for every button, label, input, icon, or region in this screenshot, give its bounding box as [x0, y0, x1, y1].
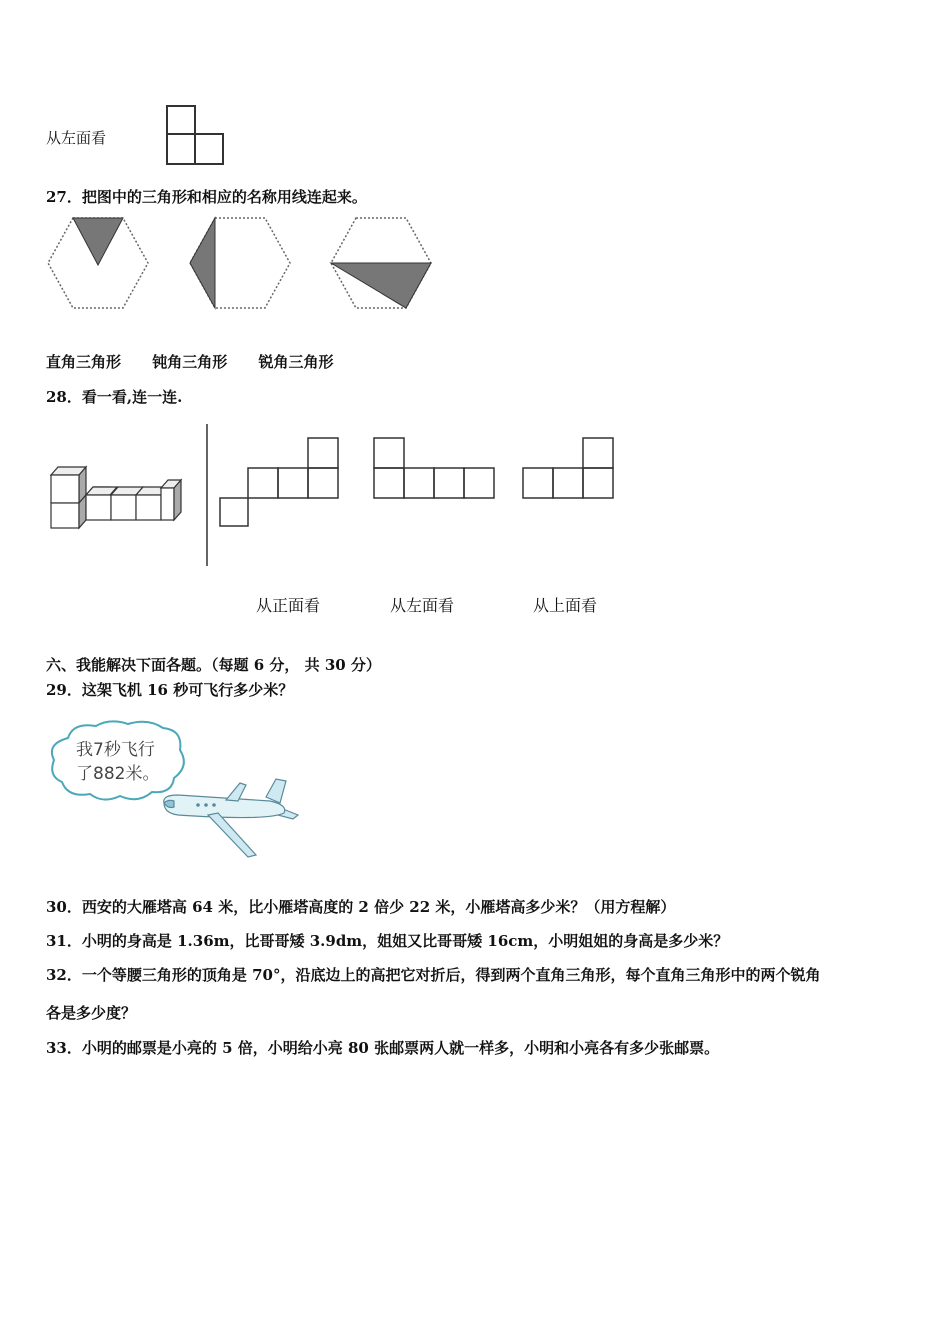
right-triangle-shaded — [331, 263, 431, 308]
label-right-triangle: 直角三角形 — [46, 353, 122, 371]
view-option-2 — [372, 436, 497, 501]
view-label-front: 从正面看 — [256, 596, 321, 615]
label-acute-triangle: 锐角三角形 — [258, 353, 334, 371]
divider-line — [205, 424, 209, 569]
bubble-line-2: 了882米。 — [76, 764, 160, 784]
view-option-1 — [218, 436, 343, 531]
bubble-line-1: 我7秒飞行 — [76, 740, 155, 760]
q29-prompt: 29．这架飞机 16 秒可飞行多少米？ — [46, 681, 294, 699]
view-label-left: 从左面看 — [46, 129, 107, 147]
obtuse-triangle-shaded — [190, 218, 215, 308]
q30-text: 30．西安的大雁塔高 64 米，比小雁塔高度的 2 倍少 22 米，小雁塔高多少米？（用方程解） — [46, 898, 676, 916]
q31-text: 31．小明的身高是 1.36m，比哥哥矮 3.9dm，姐姐又比哥哥矮 16cm，小明姐姐的身高是多少米？ — [46, 932, 729, 950]
left-view-figure — [160, 100, 230, 170]
acute-triangle-shaded — [73, 218, 123, 265]
q32-text-line2: 各是多少度？ — [46, 1004, 137, 1022]
triangle-name-labels — [46, 352, 360, 372]
section-heading: 六、我能解决下面各题。（每题 6 分， 共 30 分） — [46, 656, 381, 674]
label-obtuse-triangle: 钝角三角形 — [152, 353, 228, 371]
airplane-icon — [158, 775, 303, 865]
q28-prompt: 28．看一看,连一连. — [46, 388, 183, 406]
view-label-left-side: 从左面看 — [390, 596, 455, 615]
cube-stack-figure — [46, 460, 191, 535]
q33-text: 33．小明的邮票是小亮的 5 倍，小明给小亮 80 张邮票两人就一样多，小明和小亮各有多少张邮票。 — [46, 1039, 720, 1057]
view-option-3 — [521, 436, 616, 501]
q27-prompt: 27．把图中的三角形和相应的名称用线连起来。 — [46, 188, 367, 206]
q32-text-line1: 32．一个等腰三角形的顶角是 70°，沿底边上的高把它对折后，得到两个直角三角形，每个直角三角形中的两个锐角 — [46, 966, 821, 984]
hexagon-figures — [40, 210, 460, 325]
view-label-top: 从上面看 — [533, 596, 598, 615]
